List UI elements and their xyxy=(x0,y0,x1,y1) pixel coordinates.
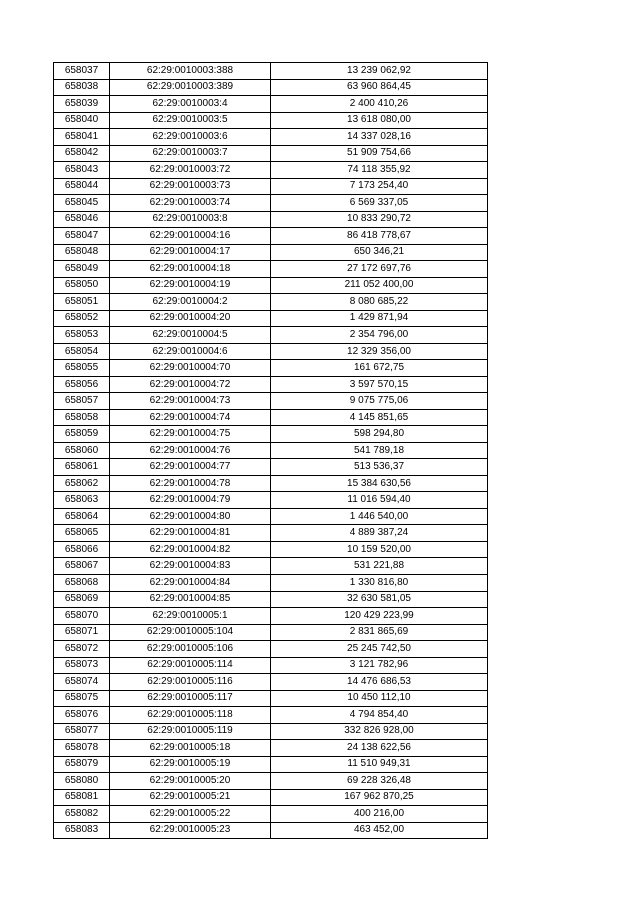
cadastral-value-cell: 1 330 816,80 xyxy=(271,574,488,591)
row-number-cell: 658072 xyxy=(54,641,110,658)
cadastral-value-cell: 2 354 796,00 xyxy=(271,327,488,344)
cadastral-number-cell: 62:29:0010003:73 xyxy=(110,178,271,195)
row-number-cell: 658058 xyxy=(54,409,110,426)
table-row xyxy=(54,525,488,542)
cadastral-number-cell: 62:29:0010005:21 xyxy=(110,789,271,806)
cadastral-number-cell: 62:29:0010003:4 xyxy=(110,96,271,113)
cadastral-value-cell: 86 418 778,67 xyxy=(271,228,488,245)
cadastral-value-cell: 463 452,00 xyxy=(271,822,488,839)
cadastral-number-cell: 62:29:0010004:73 xyxy=(110,393,271,410)
table-row xyxy=(54,475,488,492)
cadastral-value-cell: 1 429 871,94 xyxy=(271,310,488,327)
cadastral-value-cell: 27 172 697,76 xyxy=(271,261,488,278)
cadastral-number-cell: 62:29:0010003:5 xyxy=(110,112,271,129)
table-row xyxy=(54,608,488,625)
table-row xyxy=(54,360,488,377)
table-row xyxy=(54,244,488,261)
cadastral-value-cell: 3 121 782,96 xyxy=(271,657,488,674)
cadastral-number-cell: 62:29:0010004:74 xyxy=(110,409,271,426)
row-number-cell: 658039 xyxy=(54,96,110,113)
cadastral-number-cell: 62:29:0010004:76 xyxy=(110,442,271,459)
cadastral-value-cell: 2 400 410,26 xyxy=(271,96,488,113)
table-row xyxy=(54,459,488,476)
table-row xyxy=(54,294,488,311)
table-row xyxy=(54,376,488,393)
cadastral-value-cell: 211 052 400,00 xyxy=(271,277,488,294)
table-row xyxy=(54,641,488,658)
row-number-cell: 658070 xyxy=(54,608,110,625)
cadastral-value-cell: 14 337 028,16 xyxy=(271,129,488,146)
row-number-cell: 658078 xyxy=(54,740,110,757)
cadastral-number-cell: 62:29:0010005:22 xyxy=(110,806,271,823)
table-row xyxy=(54,657,488,674)
table-row xyxy=(54,343,488,360)
cadastral-number-cell: 62:29:0010004:85 xyxy=(110,591,271,608)
cadastral-number-cell: 62:29:0010005:106 xyxy=(110,641,271,658)
table-row xyxy=(54,558,488,575)
row-number-cell: 658045 xyxy=(54,195,110,212)
cadastral-value-table xyxy=(53,62,488,839)
row-number-cell: 658057 xyxy=(54,393,110,410)
table-row xyxy=(54,79,488,96)
cadastral-number-cell: 62:29:0010004:16 xyxy=(110,228,271,245)
row-number-cell: 658077 xyxy=(54,723,110,740)
table-row xyxy=(54,541,488,558)
cadastral-number-cell: 62:29:0010004:18 xyxy=(110,261,271,278)
row-number-cell: 658062 xyxy=(54,475,110,492)
cadastral-value-cell: 51 909 754,66 xyxy=(271,145,488,162)
table-row xyxy=(54,624,488,641)
row-number-cell: 658055 xyxy=(54,360,110,377)
table-row xyxy=(54,773,488,790)
table-row xyxy=(54,112,488,129)
table-row xyxy=(54,674,488,691)
cadastral-number-cell: 62:29:0010004:83 xyxy=(110,558,271,575)
cadastral-value-cell: 3 597 570,15 xyxy=(271,376,488,393)
row-number-cell: 658040 xyxy=(54,112,110,129)
cadastral-value-cell: 24 138 622,56 xyxy=(271,740,488,757)
cadastral-number-cell: 62:29:0010005:19 xyxy=(110,756,271,773)
cadastral-value-cell: 11 016 594,40 xyxy=(271,492,488,509)
cadastral-number-cell: 62:29:0010005:1 xyxy=(110,608,271,625)
cadastral-value-cell: 15 384 630,56 xyxy=(271,475,488,492)
table-row xyxy=(54,393,488,410)
cadastral-value-cell: 598 294,80 xyxy=(271,426,488,443)
cadastral-value-cell: 25 245 742,50 xyxy=(271,641,488,658)
row-number-cell: 658046 xyxy=(54,211,110,228)
row-number-cell: 658038 xyxy=(54,79,110,96)
table-row xyxy=(54,756,488,773)
row-number-cell: 658060 xyxy=(54,442,110,459)
table-row xyxy=(54,806,488,823)
cadastral-number-cell: 62:29:0010005:118 xyxy=(110,707,271,724)
cadastral-value-cell: 63 960 864,45 xyxy=(271,79,488,96)
cadastral-number-cell: 62:29:0010005:104 xyxy=(110,624,271,641)
row-number-cell: 658050 xyxy=(54,277,110,294)
table-row xyxy=(54,277,488,294)
table-row xyxy=(54,96,488,113)
table-row xyxy=(54,409,488,426)
cadastral-value-cell: 120 429 223,99 xyxy=(271,608,488,625)
cadastral-value-cell: 8 080 685,22 xyxy=(271,294,488,311)
row-number-cell: 658063 xyxy=(54,492,110,509)
cadastral-value-cell: 14 476 686,53 xyxy=(271,674,488,691)
table-row xyxy=(54,690,488,707)
table-row xyxy=(54,162,488,179)
table-body xyxy=(54,63,488,839)
cadastral-number-cell: 62:29:0010004:80 xyxy=(110,508,271,525)
cadastral-value-cell: 13 618 080,00 xyxy=(271,112,488,129)
cadastral-number-cell: 62:29:0010003:389 xyxy=(110,79,271,96)
row-number-cell: 658037 xyxy=(54,63,110,80)
cadastral-value-cell: 531 221,88 xyxy=(271,558,488,575)
row-number-cell: 658069 xyxy=(54,591,110,608)
table-row xyxy=(54,574,488,591)
row-number-cell: 658071 xyxy=(54,624,110,641)
cadastral-value-cell: 10 833 290,72 xyxy=(271,211,488,228)
table-row xyxy=(54,211,488,228)
cadastral-number-cell: 62:29:0010003:72 xyxy=(110,162,271,179)
cadastral-number-cell: 62:29:0010005:117 xyxy=(110,690,271,707)
row-number-cell: 658047 xyxy=(54,228,110,245)
row-number-cell: 658049 xyxy=(54,261,110,278)
cadastral-number-cell: 62:29:0010004:5 xyxy=(110,327,271,344)
cadastral-value-cell: 400 216,00 xyxy=(271,806,488,823)
row-number-cell: 658066 xyxy=(54,541,110,558)
cadastral-number-cell: 62:29:0010004:77 xyxy=(110,459,271,476)
cadastral-value-cell: 6 569 337,05 xyxy=(271,195,488,212)
cadastral-number-cell: 62:29:0010004:84 xyxy=(110,574,271,591)
cadastral-value-cell: 541 789,18 xyxy=(271,442,488,459)
table-row xyxy=(54,492,488,509)
table-row xyxy=(54,442,488,459)
row-number-cell: 658068 xyxy=(54,574,110,591)
table-row xyxy=(54,426,488,443)
cadastral-value-cell: 69 228 326,48 xyxy=(271,773,488,790)
table-row xyxy=(54,591,488,608)
row-number-cell: 658061 xyxy=(54,459,110,476)
cadastral-value-cell: 2 831 865,69 xyxy=(271,624,488,641)
table-row xyxy=(54,195,488,212)
row-number-cell: 658051 xyxy=(54,294,110,311)
cadastral-number-cell: 62:29:0010003:8 xyxy=(110,211,271,228)
row-number-cell: 658054 xyxy=(54,343,110,360)
cadastral-number-cell: 62:29:0010005:23 xyxy=(110,822,271,839)
table-row xyxy=(54,145,488,162)
cadastral-value-cell: 167 962 870,25 xyxy=(271,789,488,806)
table-row xyxy=(54,707,488,724)
table-row xyxy=(54,63,488,80)
cadastral-number-cell: 62:29:0010003:7 xyxy=(110,145,271,162)
row-number-cell: 658076 xyxy=(54,707,110,724)
cadastral-value-cell: 4 145 851,65 xyxy=(271,409,488,426)
cadastral-value-cell: 7 173 254,40 xyxy=(271,178,488,195)
row-number-cell: 658080 xyxy=(54,773,110,790)
table-row xyxy=(54,740,488,757)
row-number-cell: 658073 xyxy=(54,657,110,674)
row-number-cell: 658081 xyxy=(54,789,110,806)
cadastral-number-cell: 62:29:0010003:6 xyxy=(110,129,271,146)
row-number-cell: 658043 xyxy=(54,162,110,179)
cadastral-number-cell: 62:29:0010004:20 xyxy=(110,310,271,327)
cadastral-value-cell: 650 346,21 xyxy=(271,244,488,261)
cadastral-number-cell: 62:29:0010004:17 xyxy=(110,244,271,261)
cadastral-number-cell: 62:29:0010004:6 xyxy=(110,343,271,360)
cadastral-number-cell: 62:29:0010003:388 xyxy=(110,63,271,80)
table-row xyxy=(54,228,488,245)
cadastral-value-cell: 12 329 356,00 xyxy=(271,343,488,360)
cadastral-value-cell: 513 536,37 xyxy=(271,459,488,476)
table-row xyxy=(54,327,488,344)
cadastral-number-cell: 62:29:0010004:82 xyxy=(110,541,271,558)
row-number-cell: 658048 xyxy=(54,244,110,261)
cadastral-value-cell: 1 446 540,00 xyxy=(271,508,488,525)
cadastral-number-cell: 62:29:0010004:79 xyxy=(110,492,271,509)
row-number-cell: 658083 xyxy=(54,822,110,839)
cadastral-number-cell: 62:29:0010005:114 xyxy=(110,657,271,674)
row-number-cell: 658075 xyxy=(54,690,110,707)
cadastral-number-cell: 62:29:0010004:81 xyxy=(110,525,271,542)
row-number-cell: 658074 xyxy=(54,674,110,691)
row-number-cell: 658067 xyxy=(54,558,110,575)
row-number-cell: 658056 xyxy=(54,376,110,393)
table-row xyxy=(54,129,488,146)
cadastral-number-cell: 62:29:0010005:20 xyxy=(110,773,271,790)
cadastral-value-cell: 4 794 854,40 xyxy=(271,707,488,724)
cadastral-number-cell: 62:29:0010005:116 xyxy=(110,674,271,691)
row-number-cell: 658079 xyxy=(54,756,110,773)
row-number-cell: 658065 xyxy=(54,525,110,542)
row-number-cell: 658059 xyxy=(54,426,110,443)
row-number-cell: 658041 xyxy=(54,129,110,146)
cadastral-number-cell: 62:29:0010004:2 xyxy=(110,294,271,311)
cadastral-value-cell: 10 159 520,00 xyxy=(271,541,488,558)
row-number-cell: 658042 xyxy=(54,145,110,162)
table-row xyxy=(54,310,488,327)
cadastral-number-cell: 62:29:0010004:70 xyxy=(110,360,271,377)
cadastral-number-cell: 62:29:0010004:78 xyxy=(110,475,271,492)
row-number-cell: 658052 xyxy=(54,310,110,327)
row-number-cell: 658044 xyxy=(54,178,110,195)
cadastral-number-cell: 62:29:0010003:74 xyxy=(110,195,271,212)
cadastral-value-cell: 332 826 928,00 xyxy=(271,723,488,740)
table-row xyxy=(54,508,488,525)
cadastral-number-cell: 62:29:0010005:119 xyxy=(110,723,271,740)
table-row xyxy=(54,723,488,740)
cadastral-value-cell: 13 239 062,92 xyxy=(271,63,488,80)
table-row xyxy=(54,822,488,839)
cadastral-number-cell: 62:29:0010004:19 xyxy=(110,277,271,294)
cadastral-number-cell: 62:29:0010004:75 xyxy=(110,426,271,443)
row-number-cell: 658082 xyxy=(54,806,110,823)
cadastral-number-cell: 62:29:0010005:18 xyxy=(110,740,271,757)
cadastral-value-cell: 32 630 581,05 xyxy=(271,591,488,608)
cadastral-value-cell: 9 075 775,06 xyxy=(271,393,488,410)
cadastral-value-cell: 4 889 387,24 xyxy=(271,525,488,542)
cadastral-value-cell: 11 510 949,31 xyxy=(271,756,488,773)
row-number-cell: 658053 xyxy=(54,327,110,344)
cadastral-value-cell: 10 450 112,10 xyxy=(271,690,488,707)
table-row xyxy=(54,261,488,278)
row-number-cell: 658064 xyxy=(54,508,110,525)
table-row xyxy=(54,178,488,195)
cadastral-value-cell: 161 672,75 xyxy=(271,360,488,377)
cadastral-number-cell: 62:29:0010004:72 xyxy=(110,376,271,393)
table-row xyxy=(54,789,488,806)
cadastral-value-cell: 74 118 355,92 xyxy=(271,162,488,179)
